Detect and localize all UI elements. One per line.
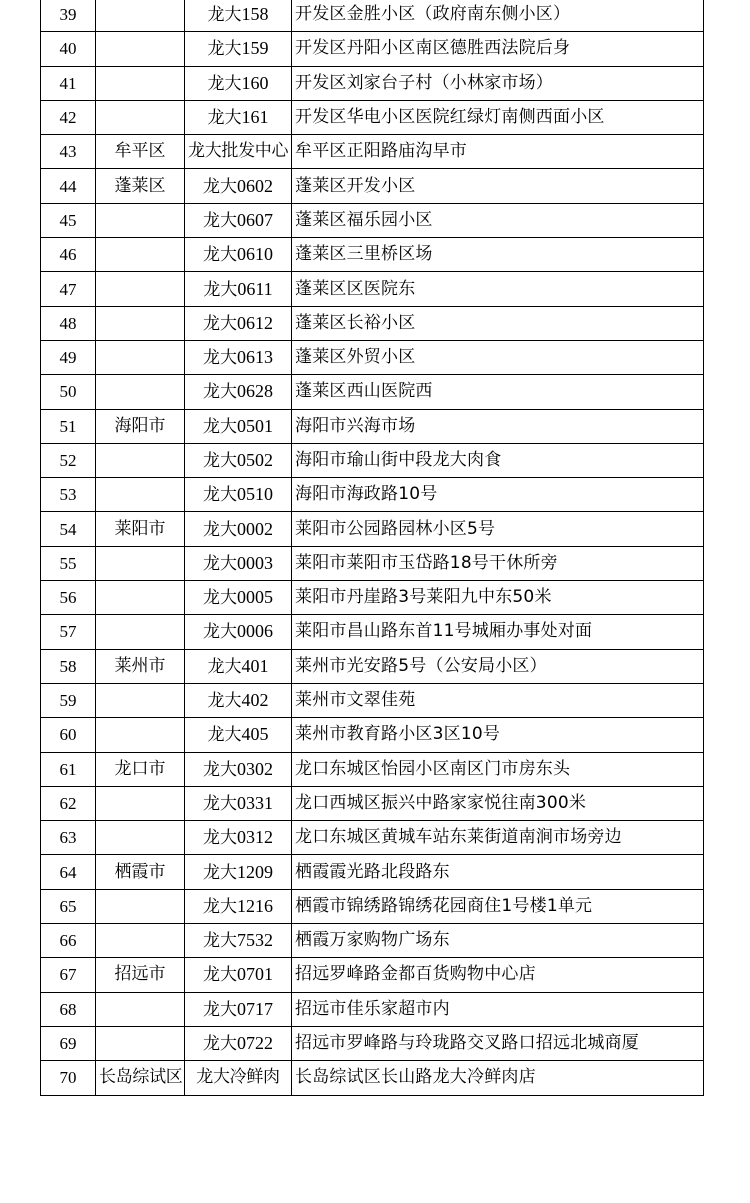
district-cell [96,992,185,1026]
store-code-cell: 龙大0003 [185,546,292,580]
store-code-cell: 龙大0002 [185,512,292,546]
store-code-cell: 龙大160 [185,66,292,100]
address-cell: 海阳市瑜山街中段龙大肉食 [292,443,704,477]
store-code-cell: 龙大0501 [185,409,292,443]
row-number-cell: 49 [41,340,96,374]
district-cell [96,821,185,855]
address-cell: 开发区华电小区医院红绿灯南侧西面小区 [292,100,704,134]
row-number-cell: 45 [41,203,96,237]
store-code-cell: 龙大1216 [185,889,292,923]
address-cell: 龙口西城区振兴中路家家悦往南300米 [292,786,704,820]
address-cell: 长岛综试区长山路龙大冷鲜肉店 [292,1061,704,1095]
row-number-cell: 61 [41,752,96,786]
district-cell [96,546,185,580]
address-cell: 莱阳市丹崖路3号莱阳九中东50米 [292,581,704,615]
row-number-cell: 46 [41,238,96,272]
address-cell: 牟平区正阳路庙沟早市 [292,135,704,169]
row-number-cell: 47 [41,272,96,306]
table-row [41,135,704,169]
district-cell [96,581,185,615]
address-cell: 蓬莱区外贸小区 [292,340,704,374]
district-cell [96,889,185,923]
address-cell: 莱州市文翠佳苑 [292,683,704,717]
address-cell: 开发区丹阳小区南区德胜西法院后身 [292,32,704,66]
row-number-cell: 63 [41,821,96,855]
store-code-cell: 龙大冷鲜肉 [185,1061,292,1095]
district-cell [96,683,185,717]
store-code-cell: 龙大1209 [185,855,292,889]
store-code-cell: 龙大0005 [185,581,292,615]
address-cell: 蓬莱区西山医院西 [292,375,704,409]
table-row [41,958,704,992]
store-code-cell: 龙大0502 [185,443,292,477]
table-row [41,306,704,340]
row-number-cell: 56 [41,581,96,615]
store-code-cell: 龙大0612 [185,306,292,340]
store-code-cell: 龙大0610 [185,238,292,272]
table-row [41,683,704,717]
store-list-table [40,0,704,1096]
address-cell: 蓬莱区福乐园小区 [292,203,704,237]
district-cell [96,238,185,272]
row-number-cell: 58 [41,649,96,683]
address-cell: 龙口东城区怡园小区南区门市房东头 [292,752,704,786]
row-number-cell: 57 [41,615,96,649]
table-row [41,0,704,32]
row-number-cell: 66 [41,924,96,958]
district-cell [96,203,185,237]
table-row [41,581,704,615]
row-number-cell: 65 [41,889,96,923]
address-cell: 龙口东城区黄城车站东莱街道南涧市场旁边 [292,821,704,855]
row-number-cell: 60 [41,718,96,752]
district-cell [96,615,185,649]
table-row [41,992,704,1026]
district-cell [96,32,185,66]
row-number-cell: 53 [41,478,96,512]
table-row [41,546,704,580]
address-cell: 莱阳市公园路园林小区5号 [292,512,704,546]
address-cell: 蓬莱区区医院东 [292,272,704,306]
store-code-cell: 龙大批发中心 [185,135,292,169]
row-number-cell: 69 [41,1026,96,1060]
district-cell: 龙口市 [96,752,185,786]
address-cell: 栖霞市锦绣路锦绣花园商住1号楼1单元 [292,889,704,923]
row-number-cell: 54 [41,512,96,546]
store-code-cell: 龙大0628 [185,375,292,409]
table-row [41,1061,704,1095]
row-number-cell: 59 [41,683,96,717]
store-code-cell: 龙大161 [185,100,292,134]
address-cell: 开发区金胜小区（政府南东侧小区） [292,0,704,32]
district-cell [96,100,185,134]
address-cell: 莱阳市莱阳市玉岱路18号干休所旁 [292,546,704,580]
district-cell [96,375,185,409]
store-code-cell: 龙大0602 [185,169,292,203]
district-cell [96,0,185,32]
table-row [41,478,704,512]
table-row [41,203,704,237]
store-code-cell: 龙大159 [185,32,292,66]
district-cell: 招远市 [96,958,185,992]
row-number-cell: 41 [41,66,96,100]
table-row [41,649,704,683]
district-cell [96,924,185,958]
table-row [41,786,704,820]
store-code-cell: 龙大0722 [185,1026,292,1060]
store-code-cell: 龙大401 [185,649,292,683]
row-number-cell: 64 [41,855,96,889]
store-code-cell: 龙大158 [185,0,292,32]
address-cell: 海阳市兴海市场 [292,409,704,443]
row-number-cell: 55 [41,546,96,580]
row-number-cell: 43 [41,135,96,169]
address-cell: 招远罗峰路金都百货购物中心店 [292,958,704,992]
district-cell: 蓬莱区 [96,169,185,203]
table-row [41,615,704,649]
store-code-cell: 龙大0510 [185,478,292,512]
store-code-cell: 龙大0006 [185,615,292,649]
table-row [41,169,704,203]
row-number-cell: 70 [41,1061,96,1095]
row-number-cell: 62 [41,786,96,820]
district-cell: 长岛综试区 [96,1061,185,1095]
address-cell: 招远市罗峰路与玲珑路交叉路口招远北城商厦 [292,1026,704,1060]
row-number-cell: 68 [41,992,96,1026]
district-cell [96,478,185,512]
table-row [41,238,704,272]
store-code-cell: 龙大405 [185,718,292,752]
store-code-cell: 龙大0312 [185,821,292,855]
district-cell: 栖霞市 [96,855,185,889]
table-row [41,443,704,477]
address-cell: 蓬莱区开发小区 [292,169,704,203]
table-row [41,66,704,100]
district-cell [96,786,185,820]
district-cell: 牟平区 [96,135,185,169]
table-row [41,340,704,374]
row-number-cell: 48 [41,306,96,340]
table-row [41,855,704,889]
address-cell: 开发区刘家台子村（小林家市场） [292,66,704,100]
store-code-cell: 龙大402 [185,683,292,717]
row-number-cell: 51 [41,409,96,443]
table-row [41,889,704,923]
store-code-cell: 龙大7532 [185,924,292,958]
district-cell [96,272,185,306]
table-row [41,924,704,958]
district-cell [96,66,185,100]
table-row [41,375,704,409]
store-code-cell: 龙大0611 [185,272,292,306]
row-number-cell: 40 [41,32,96,66]
address-cell: 蓬莱区三里桥区场 [292,238,704,272]
table-row [41,100,704,134]
table-row [41,752,704,786]
district-cell [96,306,185,340]
address-cell: 栖霞万家购物广场东 [292,924,704,958]
district-cell: 莱州市 [96,649,185,683]
district-cell [96,1026,185,1060]
district-cell: 莱阳市 [96,512,185,546]
table-row [41,32,704,66]
address-cell: 招远市佳乐家超市内 [292,992,704,1026]
address-cell: 海阳市海政路10号 [292,478,704,512]
table-row [41,821,704,855]
district-cell [96,443,185,477]
address-cell: 莱阳市昌山路东首11号城厢办事处对面 [292,615,704,649]
store-code-cell: 龙大0717 [185,992,292,1026]
address-cell: 蓬莱区长裕小区 [292,306,704,340]
row-number-cell: 52 [41,443,96,477]
district-cell: 海阳市 [96,409,185,443]
row-number-cell: 39 [41,0,96,32]
row-number-cell: 67 [41,958,96,992]
district-cell [96,340,185,374]
row-number-cell: 50 [41,375,96,409]
table-row [41,272,704,306]
row-number-cell: 44 [41,169,96,203]
store-code-cell: 龙大0613 [185,340,292,374]
table-row [41,409,704,443]
table-row [41,718,704,752]
store-code-cell: 龙大0701 [185,958,292,992]
table-row [41,512,704,546]
address-cell: 栖霞霞光路北段路东 [292,855,704,889]
store-code-cell: 龙大0302 [185,752,292,786]
row-number-cell: 42 [41,100,96,134]
district-cell [96,718,185,752]
table-row [41,1026,704,1060]
store-code-cell: 龙大0607 [185,203,292,237]
store-code-cell: 龙大0331 [185,786,292,820]
address-cell: 莱州市光安路5号（公安局小区） [292,649,704,683]
table-body [41,0,704,1095]
address-cell: 莱州市教育路小区3区10号 [292,718,704,752]
